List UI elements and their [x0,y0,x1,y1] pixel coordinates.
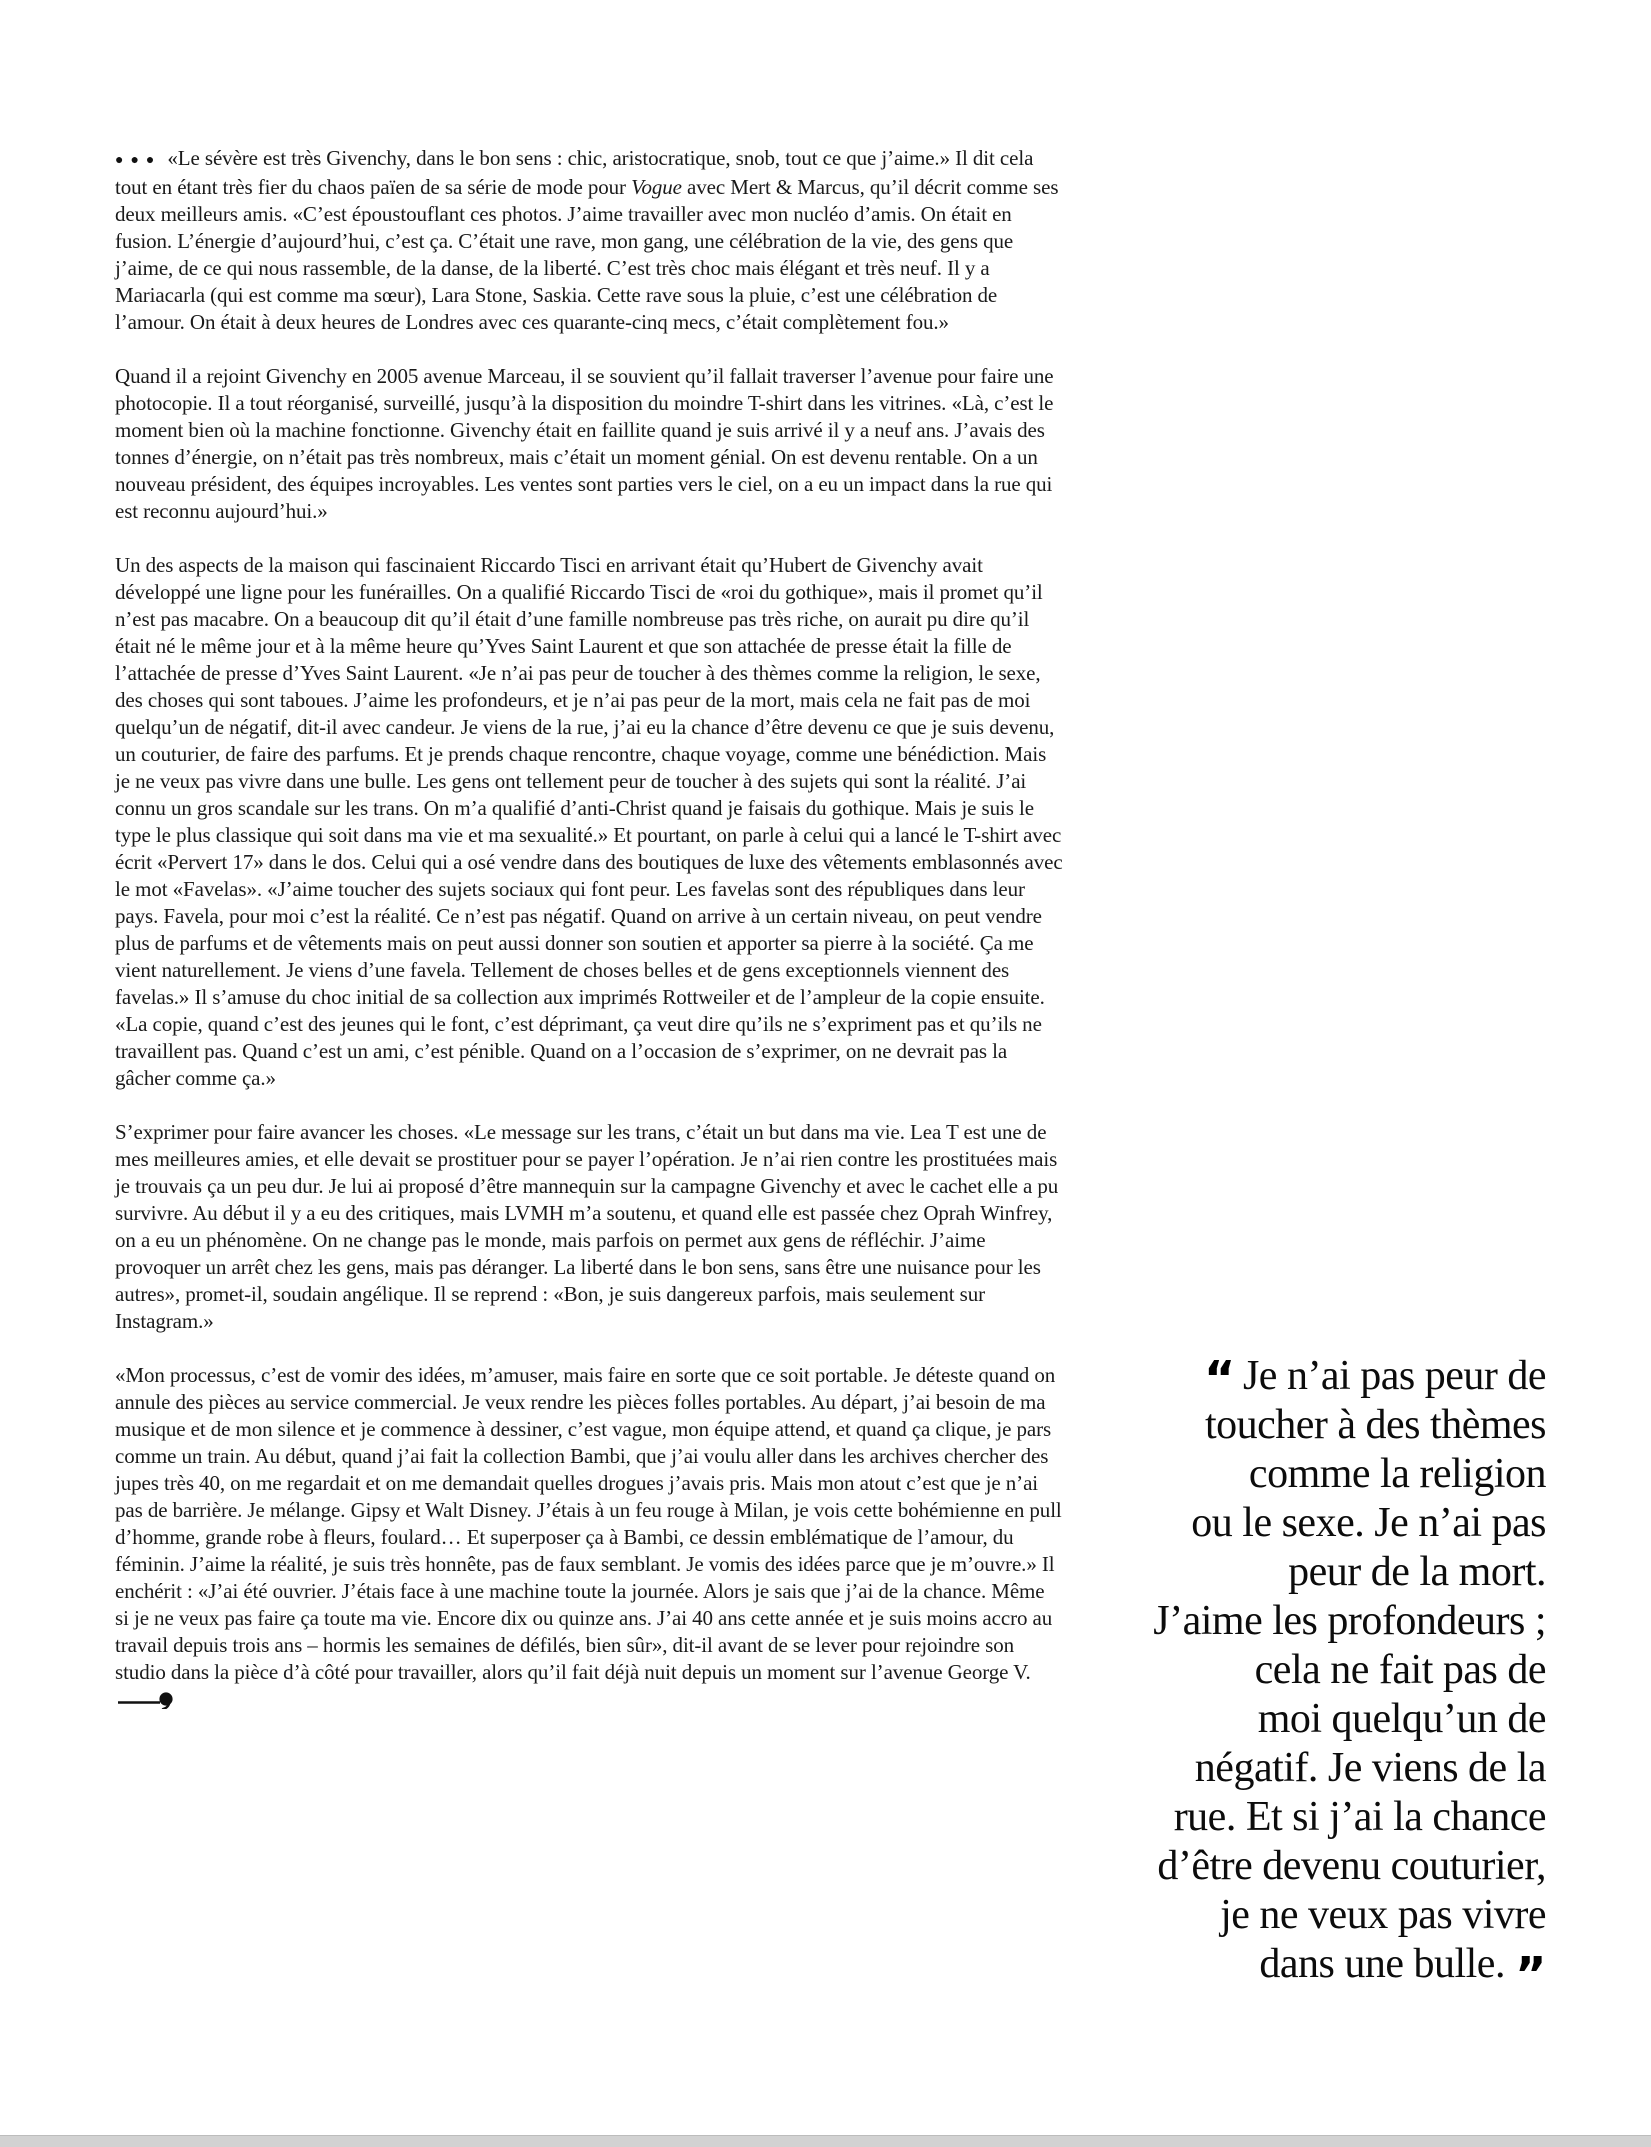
pull-quote-line [1041,1450,1546,1499]
pull-quote-text: toucher à des thèmes [1204,1402,1546,1448]
pull-quote-line [1041,1891,1546,1940]
pull-quote-text: comme la religion [1248,1451,1546,1497]
vogue-magazine-name: Vogue [631,175,682,199]
close-quote-mark: ” [1514,1947,1546,2003]
paragraph-text: Quand il a rejoint Givenchy en 2005 avenue Marceau, il se souvient qu’il fallait traverser l’avenue pour faire une photocopie. Il a tout réorganisé, surveillé, jusqu’à la disposition du moindre T-shirt dans les vitrines. «Là, c’est le moment bien où la machine fonctionne. Givenchy était en faillite quand je suis arrivé il y a neuf ans. J’avais des tonnes d’énergie, on n’était pas très nombreux, mais c’était un moment génial. On est devenu rentable. On a un nouveau président, des équipes incroyables. Les ventes sont parties vers le ciel, on a eu un impact dans la rue qui est reconnu aujourd’hui.» [115,364,1054,523]
paragraph-text: avec Mert & Marcus, qu’il décrit comme ses deux meilleurs amis. «C’est époustouflant ces photos. J’aime travailler avec mon nucléo d’amis. On était en fusion. L’énergie d’aujourd’hui, c’est ça. C’était une rave, mon gang, une célébration de la vie, des gens que j’aime, de ce qui nous rassemble, de la danse, de la liberté. C’est très choc mais élégant et très neuf. Il y a Mariacarla (qui est comme ma sœur), Lara Stone, Saskia. Cette rave sous la pluie, c’est une célébration de l’amour. On était à deux heures de Londres avec ces quarante-cinq mecs, c’était complètement fou.» [115,175,1059,334]
pull-quote-line [1041,1597,1546,1646]
pull-quote-text: peur de la mort. [1288,1549,1546,1595]
pull-quote-line [1041,1940,1546,2003]
continuation-dots-icon: ●●● [115,153,162,168]
pull-quote-text: dans une bulle. [1259,1941,1505,1987]
paragraph-text: «Mon processus, c’est de vomir des idées, m’amuser, mais faire en sorte que ce soit portable. Je déteste quand on annule des pièces au service commercial. Je veux rendre les pièces folles portables. Au départ, j’ai besoin de ma musique et de mon silence et je commence à dessiner, c’est vague, mon équipe attend, et quand ça clique, je pars comme un train. Au début, quand j’ai fait la collection Bambi, que j’ai voulu aller dans les archives chercher des jupes très 40, on me regardait et on me demandait quelles drogues j’avais pris. Mais mon atout c’est que je n’ai pas de barrière. Je mélange. Gipsy et Walt Disney. J’étais à un feu rouge à Milan, je vois cette bohémienne en pull d’homme, grande robe à fleurs, foulard… Et superposer ça à Bambi, ce dessin emblématique de l’amour, du féminin. J’aime la réalité, je suis très honnête, pas de faux semblant. Je vomis des idées parce que je m’ouvre.» Il enchérit : «J’ai été ouvrier. J’étais face à une machine toute la journée. Alors je sais que j’ai de la chance. Même si je ne veux pas faire ça toute ma vie. Encore dix ou quinze ans. J’ai 40 ans cette année et je suis moins accro au travail depuis trois ans – hormis les semaines de défilés, bien sûr», dit-il avant de se lever pour rejoindre son studio dans la pièce d’à côté pour travailler, alors qu’il fait déjà nuit depuis un moment sur l’avenue George V. [115,1363,1062,1684]
open-quote-mark: “ [1203,1351,1235,1407]
pull-quote-line [1041,1499,1546,1548]
pull-quote-line [1041,1793,1546,1842]
pull-quote-line [1041,1744,1546,1793]
article-end-flourish-icon [118,1689,176,1716]
pull-quote-line [1041,1401,1546,1450]
pull-quote-line [1041,1842,1546,1891]
article-paragraph [115,145,1063,336]
article-paragraph [115,1362,1063,1716]
pull-quote-text: cela ne fait pas de [1254,1647,1546,1693]
pull-quote [1041,1351,1546,2003]
pull-quote-text: J’aime les profondeurs ; [1153,1598,1546,1644]
pull-quote-line [1041,1695,1546,1744]
article-paragraph [115,363,1063,525]
pull-quote-text: Je n’ai pas peur de [1242,1353,1546,1399]
pull-quote-line [1041,1351,1546,1407]
paragraph-text: «Le sévère est très Givenchy, dans le bon sens : chic, aristocratique, snob, tout ce que j’aime.» Il dit cela tout en étant très fier du chaos païen de sa série de mode pour [115,146,1034,199]
page-bottom-edge [0,2135,1651,2147]
paragraph-text: S’exprimer pour faire avancer les choses. «Le message sur les trans, c’était un but dans ma vie. Lea T est une de mes meilleures amies, et elle devait se prostituer pour se payer l’opération. Je n’ai rien contre les prostituées mais je trouvais ça un peu dur. Je lui ai proposé d’être mannequin sur la campagne Givenchy et avec le cachet elle a pu survivre. Au début il y a eu des critiques, mais LVMH m’a soutenu, et quand elle est passée chez Oprah Winfrey, on a eu un phénomène. On ne change pas le monde, mais parfois on permet aux gens de réfléchir. J’aime provoquer un arrêt chez les gens, mais pas déranger. La liberté dans le bon sens, sans être une nuisance pour les autres», promet-il, soudain angélique. Il se reprend : «Bon, je suis dangereux parfois, mais seulement sur Instagram.» [115,1120,1059,1333]
pull-quote-line [1041,1646,1546,1695]
article-paragraph [115,552,1063,1092]
article-body [115,145,1063,1716]
pull-quote-text: moi quelqu’un de [1257,1696,1546,1742]
pull-quote-text: d’être devenu couturier, [1157,1843,1546,1889]
pull-quote-text: je ne veux pas vivre [1220,1892,1546,1938]
article-paragraph [115,1119,1063,1335]
pull-quote-text: ou le sexe. Je n’ai pas [1191,1500,1546,1546]
pull-quote-text: rue. Et si j’ai la chance [1173,1794,1546,1840]
paragraph-text: Un des aspects de la maison qui fascinaient Riccardo Tisci en arrivant était qu’Hubert de Givenchy avait développé une ligne pour les funérailles. On a qualifié Riccardo Tisci de «roi du gothique», mais il promet qu’il n’est pas macabre. On a beaucoup dit qu’il était d’une famille nombreuse pas très riche, on aurait pu dire qu’il était né le même jour et à la même heure qu’Yves Saint Laurent et que son attachée de presse était la fille de l’attachée de presse d’Yves Saint Laurent. «Je n’ai pas peur de toucher à des thèmes comme la religion, le sexe, des choses qui sont taboues. J’aime les profondeurs, et je n’ai pas peur de la mort, mais cela ne fait pas de moi quelqu’un de négatif, dit-il avec candeur. Je viens de la rue, j’ai eu la chance d’être devenu ce que je suis devenu, un couturier, de faire des parfums. Et je prends chaque rencontre, chaque voyage, comme une bénédiction. Mais je ne veux pas vivre dans une bulle. Les gens ont tellement peur de toucher à des sujets qui sont la réalité. J’ai connu un gros scandale sur les trans. On m’a qualifié d’anti-Christ quand je faisais du gothique. Mais je suis le type le plus classique qui soit dans ma vie et ma sexualité.» Et pourtant, on parle à celui qui a lancé le T-shirt avec écrit «Pervert 17» dans le dos. Celui qui a osé vendre dans des boutiques de luxe des vêtements emblasonnés avec le mot «Favelas». «J’aime toucher des sujets sociaux qui font peur. Les favelas sont des républiques dans leur pays. Favela, pour moi c’est la réalité. Ce n’est pas négatif. Quand on arrive à un certain niveau, on peut vendre plus de parfums et de vêtements mais on peut aussi donner son soutien et apporter sa pierre à la société. Ça me vient naturellement. Je viens d’une favela. Tellement de choses belles et de gens exceptionnels viennent des favelas.» Il s’amuse du choc initial de sa collection aux imprimés Rottweiler et de l’ampleur de la copie ensuite. «La copie, quand c’est des jeunes qui le font, c’est déprimant, ça veut dire qu’ils ne s’expriment pas et qu’ils ne travaillent pas. Quand c’est un ami, c’est pénible. Quand on a l’occasion de s’exprimer, on ne devrait pas la gâcher comme ça.» [115,553,1063,1090]
pull-quote-line [1041,1548,1546,1597]
pull-quote-text: négatif. Je viens de la [1194,1745,1546,1791]
